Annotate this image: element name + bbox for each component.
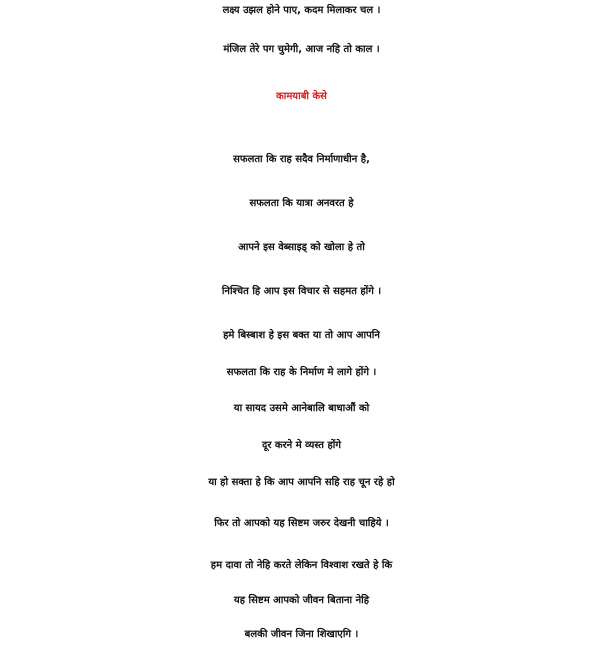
body-line-10: फिर तो आपको यह सिष्टम जरुर देखनी चाहिये । xyxy=(214,518,389,529)
page-title: कामयाबी केसे xyxy=(276,91,327,102)
body-line-4: निश्चित हि आप इस विचार से सहमत होंगे । xyxy=(221,286,382,297)
body-line-9: या हो सक्ता हे कि आप आपनि सहि राह चून रहे हो xyxy=(208,477,395,488)
intro-line-2: मंजिल तेरे पग चुमेगी, आज नहि तो काल । xyxy=(223,44,380,55)
body-line-2: सफलता कि यात्रा अनवरत हे xyxy=(249,198,354,209)
body-line-6: सफलता कि राह के निर्माण मे लागे होंगे । xyxy=(226,367,377,378)
body-line-8: दूर करने मे व्यस्त होंगे xyxy=(262,440,341,451)
body-line-1: सफलता कि राह सदैव निर्माणाधीन है, xyxy=(233,154,370,165)
body-line-12: यह सिष्टम आपको जीवन बिताना नेहि xyxy=(233,595,370,606)
body-line-3: आपने इस वेब्साइड् को खोला हे तो xyxy=(238,242,365,253)
body-line-11: हम दावा तो नेहि करते लेकिन विश्वाश रखते हे कि xyxy=(210,560,393,571)
body-line-7: या सायद उसमे आनेबालि बाधाऔं को xyxy=(233,403,370,414)
body-line-13: बलकी जीवन जिना शिखाएगि । xyxy=(244,629,359,640)
intro-line-1: लक्ष्य उझल होने पाए, कदम मिलाकर चल । xyxy=(222,5,381,16)
body-line-5: हमे बिस्बाश हे इस बक्त या तो आप आपनि xyxy=(223,330,380,341)
